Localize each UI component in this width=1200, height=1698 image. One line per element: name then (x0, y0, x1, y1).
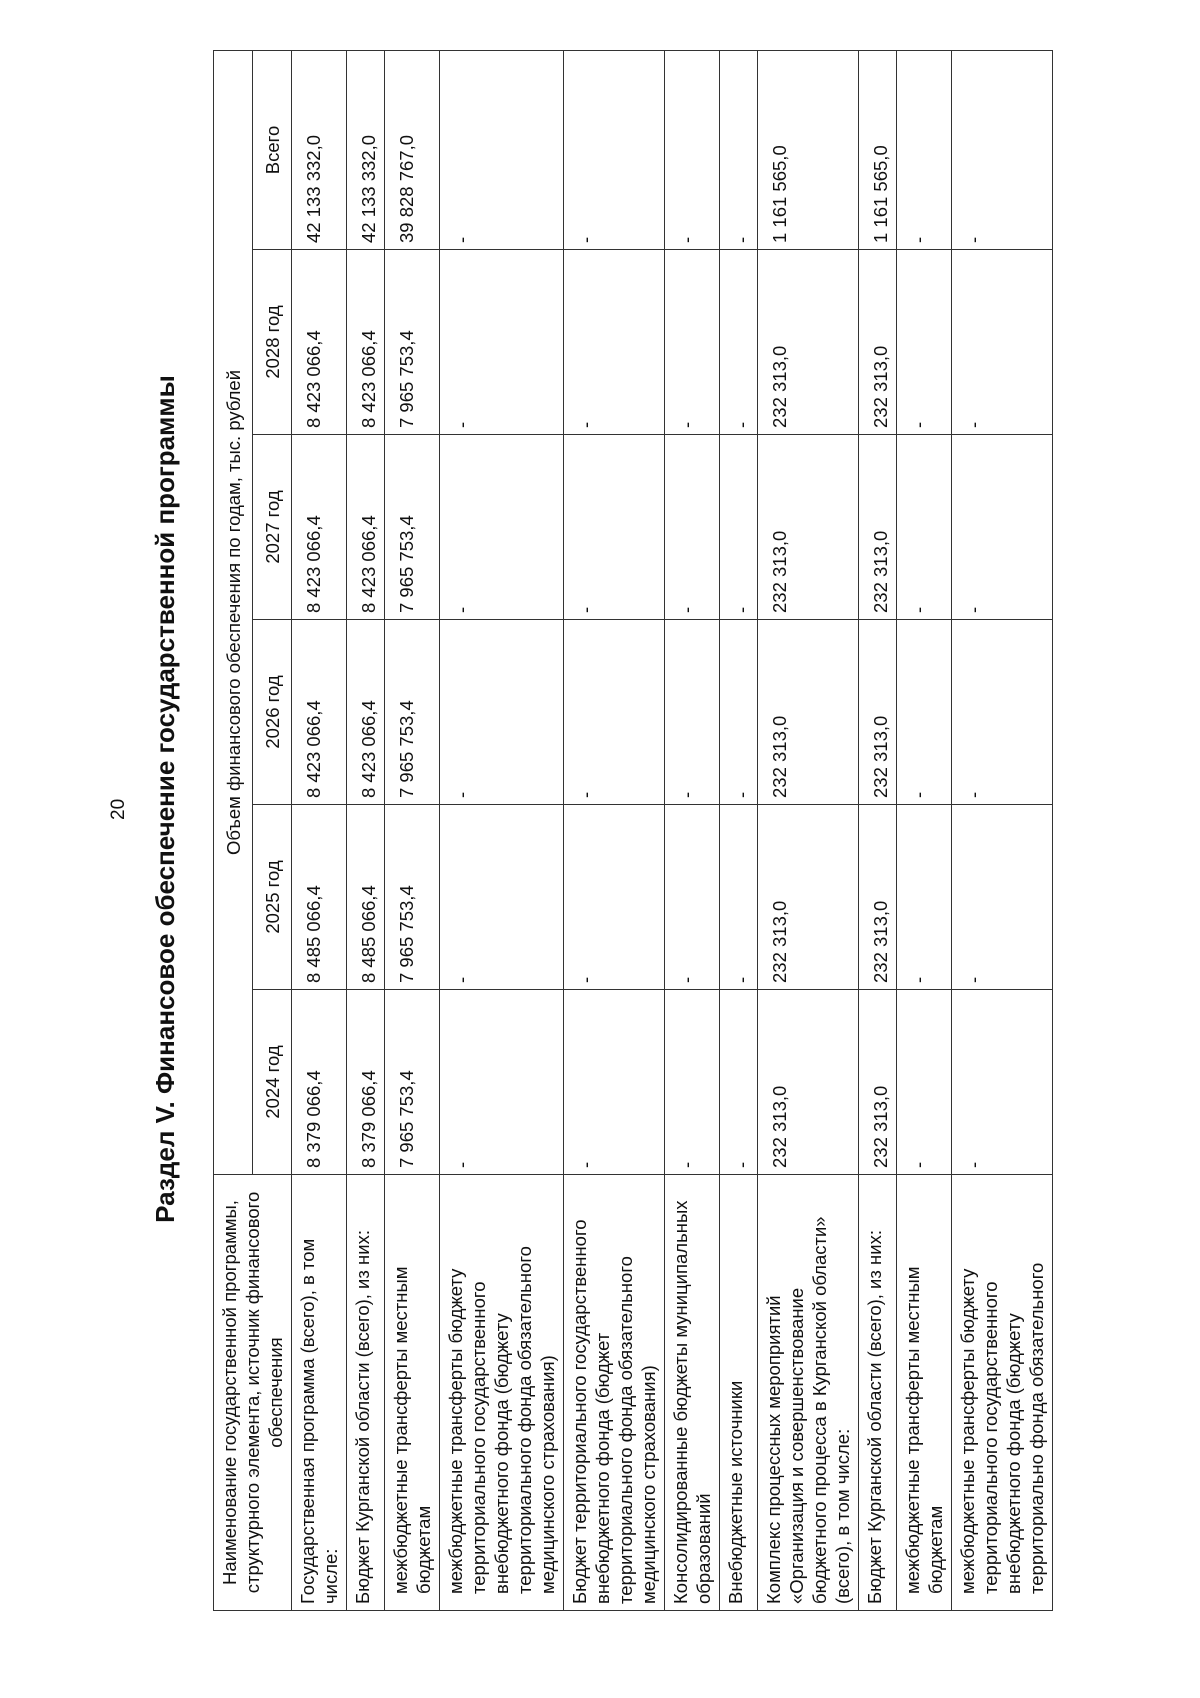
cell-2025: - (952, 805, 1053, 990)
cell-2024: - (665, 990, 720, 1175)
row-name: межбюджетные трансферты бюджету территориального государственного внебюджетного фонда (бюджету территориального фонда обязательного медицинского страхования) (440, 1175, 564, 1611)
year-header-2026: 2026 год (253, 620, 292, 805)
row-name: Государственная программа (всего), в том числе: (292, 1175, 347, 1611)
cell-2024: - (720, 990, 758, 1175)
cell-2028: - (897, 250, 952, 435)
cell-2028: 8 423 066,4 (347, 250, 385, 435)
table-row (897, 50, 952, 1610)
cell-2025: 232 313,0 (859, 805, 897, 990)
cell-2028: - (440, 250, 564, 435)
cell-2027: 8 423 066,4 (347, 435, 385, 620)
financing-table-wrapper (213, 51, 1053, 1611)
cell-2027: 232 313,0 (758, 435, 859, 620)
cell-total: - (440, 50, 564, 249)
cell-2027: - (665, 435, 720, 620)
cell-2028: - (720, 250, 758, 435)
table-row (347, 50, 385, 1610)
row-name: Комплекс процессных мероприятий «Организация и совершенствование бюджетного процесса в Курганской области» (всего), в том числе: (758, 1175, 859, 1611)
cell-2025: - (897, 805, 952, 990)
cell-total: - (897, 50, 952, 249)
cell-2028: 7 965 753,4 (385, 250, 440, 435)
page-number: 20 (108, 798, 129, 820)
cell-2024: 8 379 066,4 (347, 990, 385, 1175)
funding-group-header: Объем финансового обеспечения по годам, тыс. рублей (214, 50, 253, 1174)
table-row (859, 50, 897, 1610)
cell-2026: 232 313,0 (758, 620, 859, 805)
year-header-2027: 2027 год (253, 435, 292, 620)
cell-2026: 232 313,0 (859, 620, 897, 805)
cell-2024: - (952, 990, 1053, 1175)
cell-2025: - (665, 805, 720, 990)
cell-2027: - (720, 435, 758, 620)
table-row (952, 50, 1053, 1610)
cell-total: - (952, 50, 1053, 249)
cell-total: 1 161 565,0 (758, 50, 859, 249)
cell-2025: - (440, 805, 564, 990)
cell-2026: - (440, 620, 564, 805)
row-name: Бюджет Курганской области (всего), из них: (859, 1175, 897, 1611)
cell-2027: 7 965 753,4 (385, 435, 440, 620)
cell-2026: - (952, 620, 1053, 805)
cell-2024: 232 313,0 (758, 990, 859, 1175)
year-header-2025: 2025 год (253, 805, 292, 990)
cell-2024: - (897, 990, 952, 1175)
cell-2028: - (564, 250, 665, 435)
cell-2028: 232 313,0 (758, 250, 859, 435)
cell-2024: 7 965 753,4 (385, 990, 440, 1175)
cell-total: 42 133 332,0 (292, 50, 347, 249)
row-name: Консолидированные бюджеты муниципальных образований (665, 1175, 720, 1611)
row-name: межбюджетные трансферты местным бюджетам (385, 1175, 440, 1611)
cell-2026: 8 423 066,4 (292, 620, 347, 805)
cell-total: 42 133 332,0 (347, 50, 385, 249)
row-name: межбюджетные трансферты местным бюджетам (897, 1175, 952, 1611)
table-row (720, 50, 758, 1610)
financing-table (213, 50, 1053, 1611)
cell-2028: 232 313,0 (859, 250, 897, 435)
cell-2027: - (564, 435, 665, 620)
year-header-2028: 2028 год (253, 250, 292, 435)
table-row (292, 50, 347, 1610)
name-column-header: Наименование государственной программы, структурного элемента, источник финансового обеспечения (214, 1175, 292, 1611)
cell-2028: - (952, 250, 1053, 435)
cell-2026: - (564, 620, 665, 805)
cell-2027: 232 313,0 (859, 435, 897, 620)
table-row (385, 50, 440, 1610)
cell-2025: - (564, 805, 665, 990)
cell-total: - (720, 50, 758, 249)
cell-2028: 8 423 066,4 (292, 250, 347, 435)
cell-2027: - (440, 435, 564, 620)
cell-2024: - (440, 990, 564, 1175)
row-name: Внебюджетные источники (720, 1175, 758, 1611)
cell-2026: - (720, 620, 758, 805)
total-header: Всего (253, 50, 292, 249)
cell-2024: - (564, 990, 665, 1175)
table-row (665, 50, 720, 1610)
year-header-2024: 2024 год (253, 990, 292, 1175)
cell-total: 1 161 565,0 (859, 50, 897, 249)
cell-2024: 232 313,0 (859, 990, 897, 1175)
cell-2027: - (897, 435, 952, 620)
cell-2026: - (897, 620, 952, 805)
table-row (440, 50, 564, 1610)
cell-2025: 7 965 753,4 (385, 805, 440, 990)
header-row-1 (214, 50, 253, 1610)
cell-2026: 8 423 066,4 (347, 620, 385, 805)
cell-2025: 232 313,0 (758, 805, 859, 990)
row-name: Бюджет территориального государственного внебюджетного фонда (бюджет территориального фонда обязательного медицинского страхования) (564, 1175, 665, 1611)
cell-2025: 8 485 066,4 (347, 805, 385, 990)
row-name: Бюджет Курганской области (всего), из них: (347, 1175, 385, 1611)
cell-2025: - (720, 805, 758, 990)
cell-2027: - (952, 435, 1053, 620)
cell-total: - (564, 50, 665, 249)
cell-total: - (665, 50, 720, 249)
cell-2026: - (665, 620, 720, 805)
section-title: Раздел V. Финансовое обеспечение государственной программы (150, 375, 180, 1223)
cell-2026: 7 965 753,4 (385, 620, 440, 805)
cell-2027: 8 423 066,4 (292, 435, 347, 620)
table-row (564, 50, 665, 1610)
cell-2025: 8 485 066,4 (292, 805, 347, 990)
row-name: межбюджетные трансферты бюджету территориального государственного внебюджетного фонда (бюджету территориально фонда обязательного (952, 1175, 1053, 1611)
cell-2024: 8 379 066,4 (292, 990, 347, 1175)
table-row (758, 50, 859, 1610)
cell-2028: - (665, 250, 720, 435)
cell-total: 39 828 767,0 (385, 50, 440, 249)
